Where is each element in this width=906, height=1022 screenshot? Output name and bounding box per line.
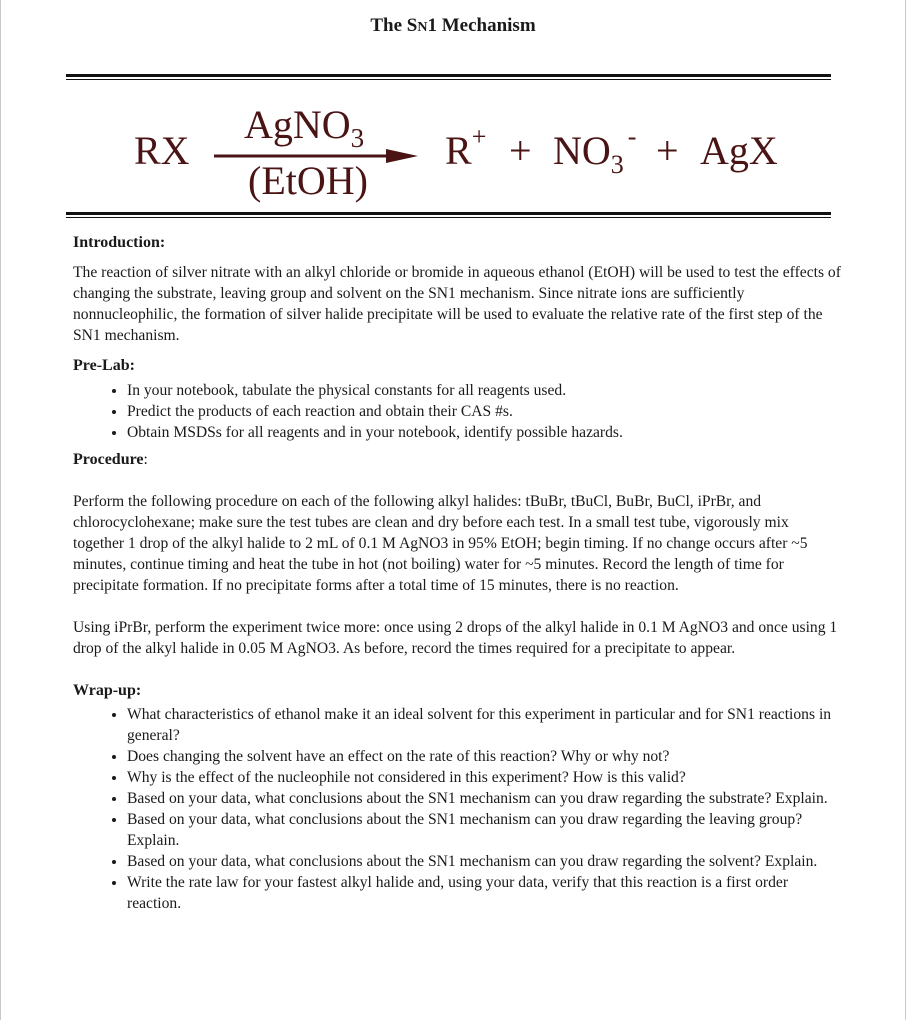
prelab-item: • Obtain MSDSs for all reagents and in your notebook, identify possible hazards. bbox=[127, 422, 843, 443]
plus-sign-2: + bbox=[656, 128, 679, 173]
nitrate: $NO_3^-$ bbox=[553, 122, 637, 179]
page-title: The SN1 Mechanism bbox=[370, 15, 536, 36]
prelab-list bbox=[73, 380, 843, 443]
solvent: (EtOH) bbox=[248, 158, 368, 203]
prelab-item: • In your notebook, tabulate the physical constants for all reagents used. bbox=[127, 380, 843, 401]
document-body bbox=[73, 232, 843, 914]
plus-sign-1: + bbox=[509, 128, 532, 173]
reactant: RX bbox=[134, 128, 190, 173]
bottom-double-rule bbox=[66, 212, 831, 218]
wrapup-item: • Write the rate law for your fastest alkyl halide and, using your data, verify that this reaction is a first order reaction. bbox=[127, 872, 843, 914]
wrapup-heading: Wrap-up: bbox=[73, 682, 142, 699]
wrapup-item: • Based on your data, what conclusions about the SN1 mechanism can you draw regarding the solvent? Explain. bbox=[127, 851, 843, 872]
procedure-heading: Procedure: bbox=[73, 451, 148, 468]
silver-halide: AgX bbox=[700, 128, 778, 173]
prelab-item: • Predict the products of each reaction and obtain their CAS #s. bbox=[127, 401, 843, 422]
top-double-rule bbox=[66, 74, 831, 80]
wrapup-item: • Based on your data, what conclusions about the SN1 mechanism can you draw regarding the leaving group? Explain. bbox=[127, 809, 843, 851]
procedure-paragraph-2: Using iPrBr, perform the experiment twice more: once using 2 drops of the alkyl halide in 0.1 M AgNO3 and once using 1 drop of the alkyl halide in 0.05 M AgNO3. As before, record the times required for a precipitate to appear. bbox=[73, 619, 838, 657]
wrapup-item: • Why is the effect of the nucleophile not considered in this experiment? How is this valid? bbox=[127, 767, 843, 788]
wrapup-item: • Based on your data, what conclusions about the SN1 mechanism can you draw regarding the substrate? Explain. bbox=[127, 788, 843, 809]
wrapup-list bbox=[73, 704, 843, 914]
introduction-heading: Introduction: bbox=[73, 234, 166, 251]
procedure-paragraph-1: Perform the following procedure on each of the following alkyl halides: tBuBr, tBuCl, BuBr, BuCl, iPrBr, and chlorocyclohexane; make sure the test tubes are clean and dry before each test. In a small test tube, vigorously mix together 1 drop of the alkyl halide to 2 mL of 0.1 M AgNO3 in 95% EtOH; begin timing. If no change occurs after ~5 minutes, continue timing and heat the tube in hot (not boiling) water for ~5 minutes. Record the length of time for precipitate formation. If no precipitate forms after a total time of 15 minutes, there is no reaction. bbox=[73, 493, 808, 594]
introduction-text: The reaction of silver nitrate with an alkyl chloride or bromide in aqueous ethanol (EtOH) will be used to test the effects of changing the substrate, leaving group and solvent on the SN1 mechanism. Since nitrate ions are sufficiently nonnucleophilic, the formation of silver halide precipitate will be used to evaluate the relative rate of the first step of the SN1 mechanism. bbox=[73, 264, 841, 344]
wrapup-item: • Does changing the solvent have an effect on the rate of this reaction? Why or why not? bbox=[127, 746, 843, 767]
reagent: AgNO$_3$ bbox=[244, 102, 365, 153]
wrapup-item: • What characteristics of ethanol make it an ideal solvent for this experiment in particular and for SN1 reactions in general? bbox=[127, 704, 843, 746]
carbocation: R+ bbox=[445, 122, 487, 173]
prelab-heading: Pre-Lab: bbox=[73, 357, 135, 374]
reaction-equation bbox=[0, 95, 906, 215]
